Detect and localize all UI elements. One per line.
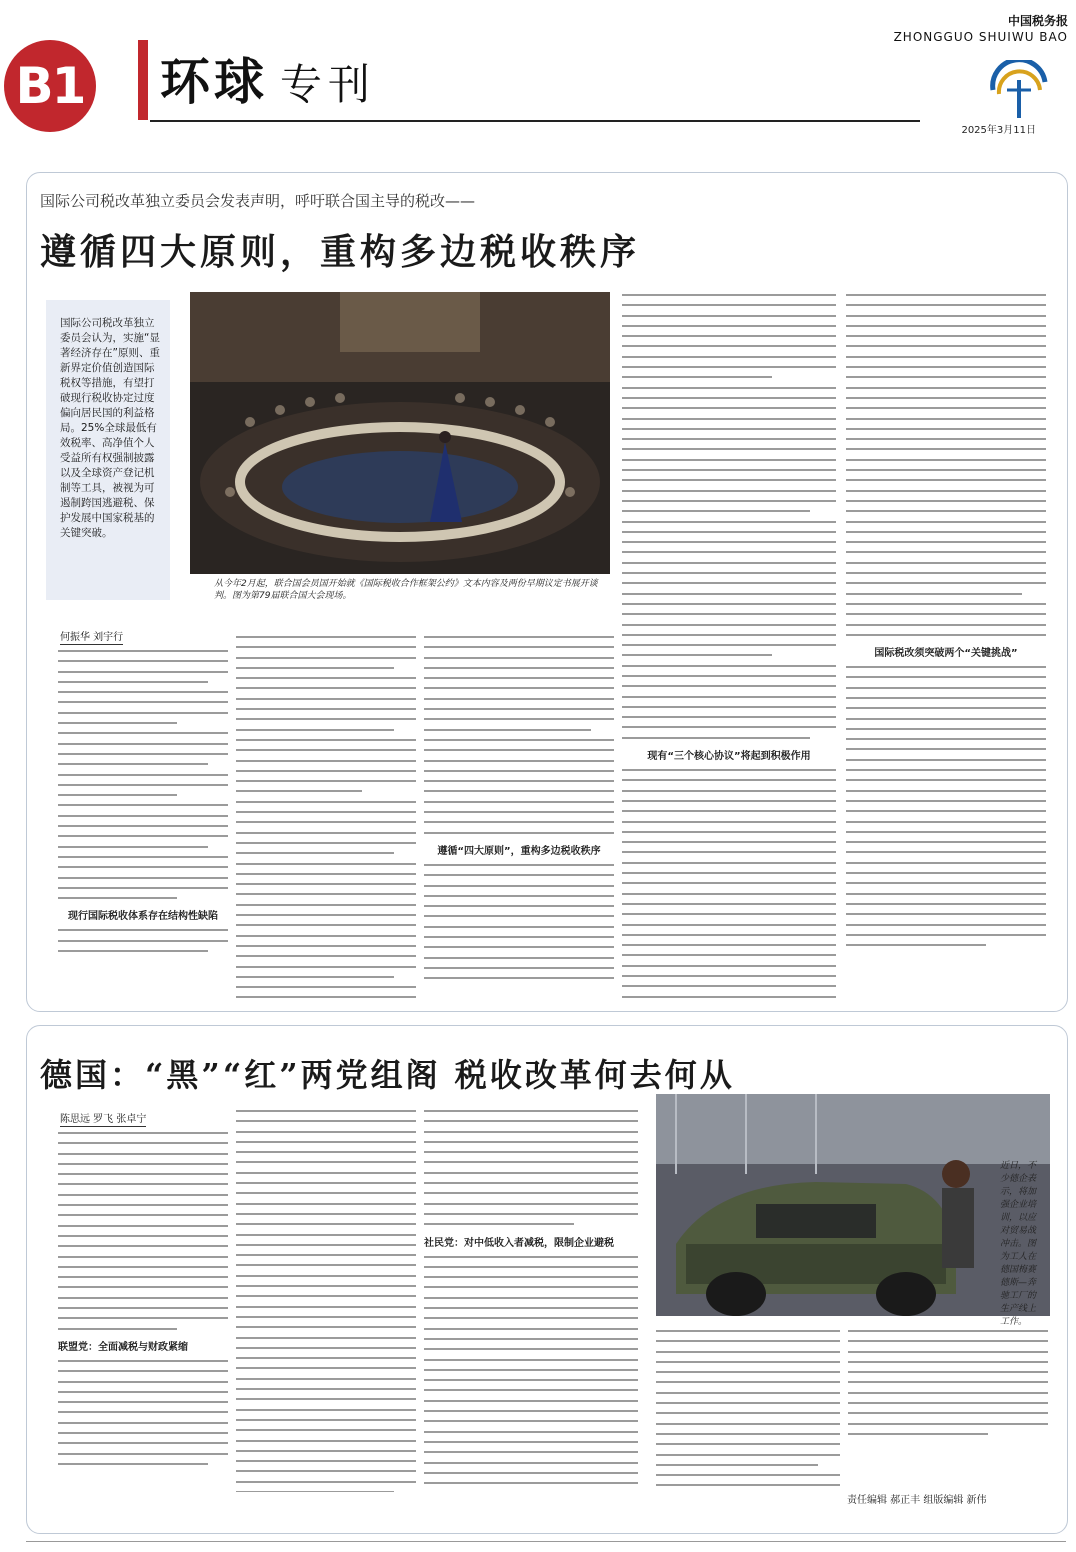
section-title-sub: 专刊 bbox=[280, 60, 377, 109]
article-1-subhead-2: 遵循“四大原则”，重构多边税收秩序 bbox=[437, 845, 601, 857]
article-2-subhead-1: 联盟党：全面减税与财政紧缩 bbox=[58, 1341, 188, 1353]
article-2-column-4 bbox=[656, 1330, 840, 1492]
un-photo-caption: 从今年2月起，联合国会员国开始就《国际税收合作框架公约》文本内容及两份早期议定书展开谈判。图为第79届联合国大会现场。 bbox=[214, 579, 598, 601]
article-1-column-4 bbox=[622, 294, 836, 1000]
article-2-column-5 bbox=[848, 1330, 1048, 1450]
article-1-summary-text: 国际公司税改革独立委员会认为，实施“显著经济存在”原则、重新界定价值创造国际税权等措施，有望打破现行税收协定过度偏向居民国的利益格局。25%全球最低有效税率、高净值个人受益所有权强制披露以及全球资产登记机制等工具，被视为可遏制跨国逃避税、保护发展中国家税基的关键突破。 bbox=[60, 317, 160, 539]
page-bottom-rule bbox=[26, 1541, 1066, 1542]
masthead-rule bbox=[150, 120, 920, 122]
factory-photo-caption: 近日，不少德企表示，将加强企业培训，以应对贸易战冲击。图为工人在德国梅赛德斯—奔驰工厂的生产线上工作。 bbox=[1000, 1161, 1037, 1327]
section-title bbox=[160, 52, 376, 115]
article-2-column-3 bbox=[424, 1110, 638, 1492]
article-1-column-5 bbox=[846, 294, 1046, 1000]
article-1-subhead-4: 国际税改须突破两个“关键挑战” bbox=[874, 648, 1018, 660]
article-2-subhead-2: 社民党：对中低收入者减税，限制企业避税 bbox=[424, 1237, 614, 1249]
article-1-subhead-3: 现有“三个核心协议”将起到积极作用 bbox=[647, 751, 811, 763]
article-1-column-3 bbox=[424, 636, 614, 1000]
article-2-headline: 德国：“黑”“红”两党组阁 税收改革何去何从 bbox=[40, 1056, 735, 1094]
paper-logo-icon bbox=[985, 60, 1055, 120]
factory-worker-photo bbox=[656, 1094, 1050, 1316]
article-1-byline: 何振华 刘宇行 bbox=[60, 628, 123, 645]
article-1-subhead-1: 现行国际税收体系存在结构性缺陷 bbox=[68, 911, 218, 923]
article-1-column-2 bbox=[236, 636, 416, 1000]
article-2-column-1 bbox=[58, 1132, 228, 1492]
article-2-byline: 陈思远 罗飞 张卓宁 bbox=[60, 1110, 146, 1127]
article-1-kicker: 国际公司税改革独立委员会发表声明，呼吁联合国主导的税改—— bbox=[40, 192, 476, 210]
editor-credit: 责任编辑 郝正丰 组版编辑 新伟 bbox=[847, 1495, 987, 1506]
paper-name: 中国税务报 bbox=[1007, 14, 1068, 28]
page-number-badge: B1 bbox=[4, 40, 96, 132]
section-title-main: 环球 bbox=[160, 53, 268, 111]
issue-date: 2025年3月11日 bbox=[961, 125, 1036, 136]
un-assembly-photo bbox=[190, 292, 610, 574]
paper-pinyin: ZHONGGUO SHUIWU BAO bbox=[893, 30, 1068, 44]
article-1-headline: 遵循四大原则，重构多边税收秩序 bbox=[40, 231, 641, 273]
article-1-column-1 bbox=[58, 650, 228, 1000]
article-2-column-2 bbox=[236, 1110, 416, 1492]
section-accent-bar bbox=[138, 40, 148, 120]
